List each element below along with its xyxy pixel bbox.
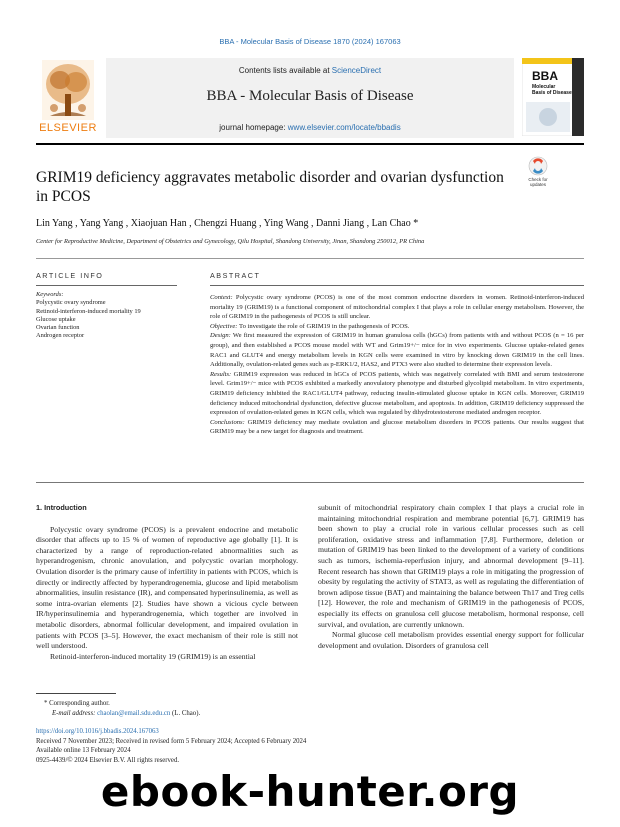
context-label: Context:	[210, 294, 233, 301]
design-text: We first measured the expression of GRIM19 in human granulosa cells (hGCs) from patients with and without PCOS (n = 16 per group), and then established a PCOS mouse model with WT and Grim19+/− mice for in vivo experiments. Glucose uptake-related genes RAC1 and GLUT4 and energy metabolism levels in KGN cells were examined in vitro by knocking down GRIM19 in the cell lines. Additionally, ovulation-related genes such as p-ERK1/2, HAS2, and PTX3 were also studied to determine their expression levels.	[210, 332, 584, 369]
contents-available-line	[106, 66, 514, 75]
body-paragraph: subunit of mitochondrial respiratory chain complex I that plays a crucial role in maintaining mitochondrial respiration and membrane potential [6,7]. GRIM19 has been shown to play a crucial role in various cellular processes such as cell proliferation, oxidative stress and inflammation [7,8]. Furthermore, deletion or mutation of GRIM19 has been linked to the development of a variety of conditions such as tumors, ischemia-reperfusion injury, and abnormal development [9–11]. Recent research has shown that GRIM19 plays a role in mitigating the progression of obesity by regulating the activity of STAT3, as well as regulating the differentiation of brown adipose tissue (BAT) and maintaining the balance between Th17 and Treg cells [12]. However, the role and mechanism of GRIM19 in the pathogenesis of PCOS, especially its effects on granulosa cell glucose metabolism, hormonal response, cell survival, and ovulation, are currently unknown.	[318, 503, 584, 629]
cover-subtitle-1: Molecular	[532, 84, 556, 90]
doi-link[interactable]: https://doi.org/10.1016/j.bbadis.2024.167063	[36, 728, 159, 735]
abstract-heading: ABSTRACT	[210, 271, 261, 280]
publication-info	[36, 727, 436, 765]
body-column-left	[36, 503, 298, 662]
article-info-heading: ARTICLE INFO	[36, 271, 104, 280]
check-for-updates-icon[interactable]	[520, 155, 556, 189]
abstract-rule	[210, 285, 584, 286]
journal-name: BBA - Molecular Basis of Disease	[206, 88, 414, 104]
context-text: Polycystic ovary syndrome (PCOS) is one of the most common endocrine disorders in women. Retinoid-interferon-induced mortality 19 (GRIM19) is a functional component of mitochondrial complex I that plays a role in cellular energy metabolism. However, the role of GRIM19 in the pathogenesis of PCOS is still unclear.	[210, 294, 584, 321]
footnote-rule	[36, 693, 116, 694]
journal-cover-image[interactable]	[522, 58, 584, 136]
conclusions-label: Conclusions:	[210, 418, 245, 426]
introduction-heading: 1. Introduction	[36, 503, 87, 512]
corresponding-author-note: * Corresponding author.	[44, 700, 110, 707]
keyword-item: Glucose uptake	[36, 315, 76, 323]
body-column-right	[318, 503, 584, 651]
email-link[interactable]: chaolan@email.sdu.edu.cn	[97, 709, 171, 717]
results-text: GRIM19 expression was reduced in hGCs of PCOS patients, which was negatively correlated with BMI and serum testosterone level. Grim19+/− mice with PCOS exhibited a markedly anovulatory phenotype and disturbed glycolipid metabolism. In vitro experiments, GRIM19 deficiency inhibited the RAC1/GLUT4 pathway, reducing insulin-stimulated glucose uptake in KGN cells. Moreover, GRIM19 deficiency induced mitochondrial dysfunction, defective glucose metabolism, and apoptosis. In addition, GRIM19 deficiency suppressed the expression of ovulation-related genes in KGN cells, which was regulated by dihydrotestosterone mediated androgen receptor.	[210, 370, 584, 417]
objective-text: To investigate the role of GRIM19 in the pathogenesis of PCOS.	[237, 322, 410, 330]
body-paragraph: Retinoid-interferon-induced mortality 19 (GRIM19) is an essential	[50, 651, 256, 661]
abstract-design	[210, 331, 584, 369]
body-paragraph: Polycystic ovary syndrome (PCOS) is a prevalent endocrine and metabolic disorder that affects up to 15 % of women of reproductive age globally [1]. It is characterized by a range of reproduction-related abnormalities such as hyperandrogenism, chronic anovulation, and polycystic ovarian morphology. Ovulation disorder is the primary cause of infertility in patients with PCOS, which is directly or indirectly affected by hyperandrogenemia, glucose and lipid metabolism abnormalities, insulin resistance (IR), and compensated hyperinsulinemia, as well as some intra-ovarian elements [2]. Studies have shown a vicious cycle between IR/hyperinsulinemia and hyperandrogenemia, which together are involved in metabolic disorders, abnormal follicular development, and impaired ovulation in patients with PCOS [3–5]. However, the exact mechanism of their role is still not well understood.	[36, 524, 298, 651]
abstract-context	[210, 293, 584, 322]
sciencedirect-link[interactable]: ScienceDirect	[331, 66, 382, 75]
abstract-results	[210, 370, 584, 418]
keyword-item: Retinoid-interferon-induced mortality 19	[36, 307, 141, 315]
keyword-item: Ovarian function	[36, 324, 80, 332]
received-dates: Received 7 November 2023; Received in revised form 5 February 2024; Accepted 6 February 2024	[36, 737, 307, 745]
cover-subtitle-2: Basis of Disease	[532, 90, 572, 96]
article-info-rule	[36, 285, 177, 286]
contents-prefix: Contents lists available at	[238, 66, 332, 75]
copyright-notice: 0925-4439/© 2024 Elsevier B.V. All rights reserved.	[36, 756, 180, 764]
journal-citation[interactable]: BBA - Molecular Basis of Disease 1870 (2024) 167063	[219, 37, 401, 46]
keywords-block	[36, 291, 177, 341]
author-list: Lin Yang , Yang Yang , Xiaojuan Han , Chengzi Huang , Ying Wang , Danni Jiang , Lan Chao *	[36, 218, 419, 229]
watermark-text: ebook-hunter.org	[100, 767, 520, 816]
header-rule	[36, 143, 584, 145]
abstract-body	[210, 293, 584, 437]
keyword-item: Polycystic ovary syndrome	[36, 299, 106, 307]
abstract-conclusions	[210, 418, 584, 437]
journal-homepage-link[interactable]: www.elsevier.com/locate/bbadis	[287, 123, 401, 132]
email-label: E-mail address:	[52, 709, 98, 717]
objective-label: Objective:	[210, 322, 238, 330]
conclusions-text: GRIM19 deficiency may mediate ovulation and glucose metabolism disorders in PCOS patients. Our results suggest that GRIM19 may be a new target for diagnosis and treatment.	[210, 418, 584, 436]
homepage-prefix: journal homepage:	[219, 123, 288, 132]
author-affiliation: Center for Reproductive Medicine, Department of Obstetrics and Gynecology, Qilu Hospital, Shandong University, Jinan, Shandong 250012, PR China	[36, 238, 425, 245]
crossmark-label-1: Check for	[528, 177, 548, 182]
corresponding-author-footnote	[36, 699, 336, 718]
email-suffix: (L. Chao).	[170, 709, 201, 717]
abstract-bottom-rule	[36, 482, 584, 483]
keywords-label: Keywords:	[36, 291, 64, 298]
cover-title: BBA	[532, 69, 558, 83]
elsevier-wordmark: ELSEVIER	[39, 122, 97, 134]
section-divider	[36, 258, 584, 259]
abstract-objective	[210, 322, 584, 332]
available-online-date: Available online 13 February 2024	[36, 747, 131, 755]
journal-homepage-line	[106, 123, 514, 132]
article-title: GRIM19 deficiency aggravates metabolic disorder and ovarian dysfunction in PCOS	[36, 169, 504, 205]
crossmark-label-2: updates	[529, 182, 547, 187]
keyword-item: Androgen receptor	[36, 332, 85, 340]
body-paragraph: Normal glucose cell metabolism provides essential energy support for follicular development and ovulation. Disorders of granulosa cell	[318, 630, 584, 650]
design-label: Design:	[210, 332, 231, 340]
results-label: Results:	[210, 370, 232, 378]
email-line	[36, 709, 336, 719]
